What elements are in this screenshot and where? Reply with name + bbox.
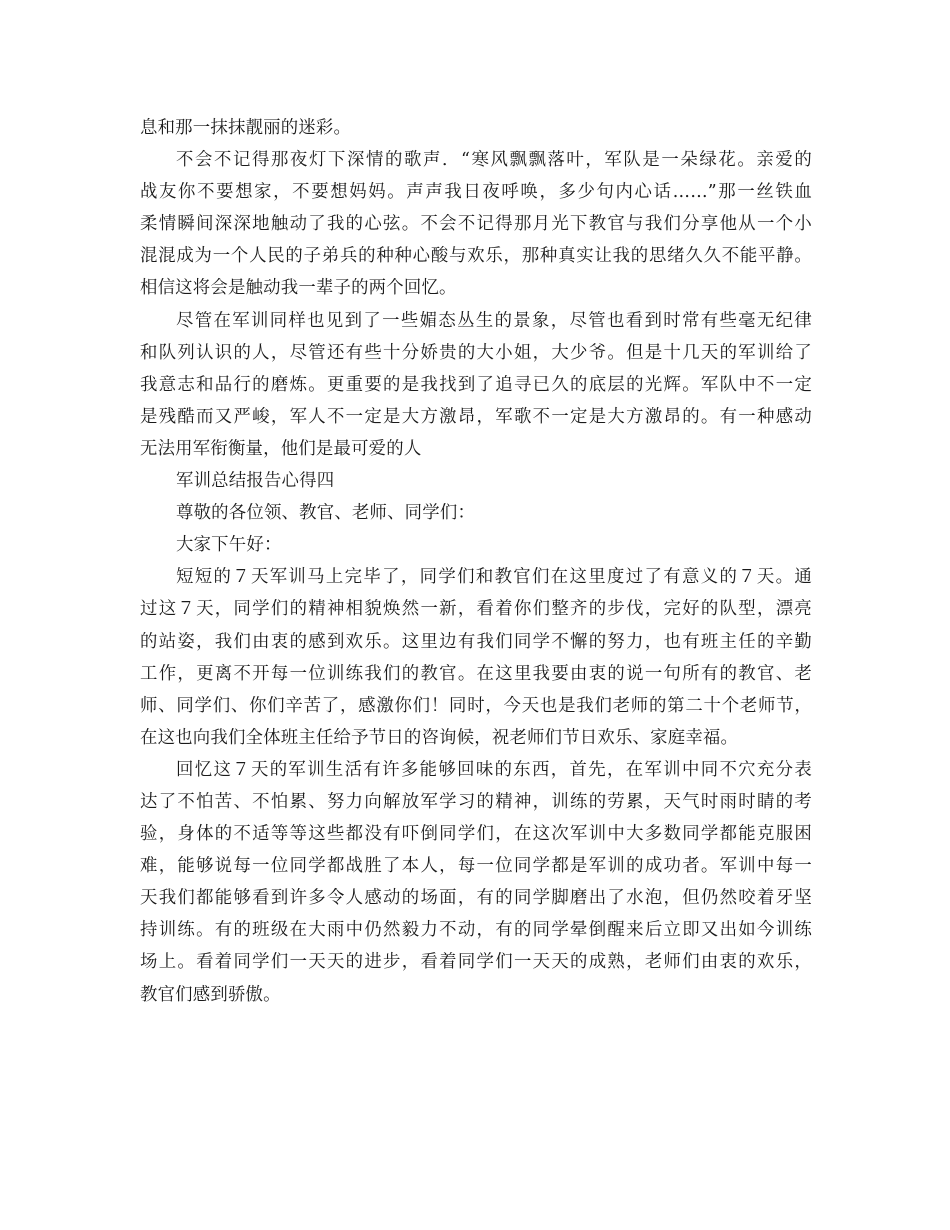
paragraph-line: 尽管在军训同样也见到了一些媚态丛生的景象，尽管也看到时常有些毫无纪律 xyxy=(176,310,812,331)
paragraph-line: 我意志和品行的磨炼。更重要的是我找到了追寻已久的底层的光辉。军队中不一定 xyxy=(140,374,812,395)
paragraph-line: 战友你不要想家，不要想妈妈。声声我日夜呼唤，多少句内心话……”那一丝铁血 xyxy=(140,182,812,203)
paragraph-line: 难，能够说每一位同学都战胜了本人，每一位同学都是军训的成功者。军训中每一 xyxy=(140,856,812,877)
paragraph-line: 息和那一抹抹靓丽的迷彩。 xyxy=(140,118,352,138)
paragraph-line: 持训练。有的班级在大雨中仍然毅力不动，有的同学晕倒醒来后立即又出如今训练 xyxy=(140,920,812,941)
document-body xyxy=(140,112,812,1011)
paragraph-line: 验，身体的不适等等这些都没有吓倒同学们，在这次军训中大多数同学都能克服困 xyxy=(140,824,812,845)
paragraph-line: 在这也向我们全体班主任给予节日的咨询候，祝老师们节日欢乐、家庭幸福。 xyxy=(140,727,739,748)
paragraph-line: 和队列认识的人，尽管还有些十分娇贵的大小姐，大少爷。但是十几天的军训给了 xyxy=(140,342,812,363)
paragraph-line: 的站姿，我们由衷的感到欢乐。这里边有我们同学不懈的努力，也有班主任的辛勤 xyxy=(140,631,812,652)
paragraph-line: 混混成为一个人民的子弟兵的种种心酸与欢乐，那种真实让我的思绪久久不能平静。 xyxy=(140,246,812,267)
paragraph-line: 短短的７天军训马上完毕了，同学们和教官们在这里度过了有意义的７天。通 xyxy=(176,567,812,588)
paragraph-line: 场上。看着同学们一天天的进步，看着同学们一天天的成熟，老师们由衷的欢乐， xyxy=(140,952,812,973)
section-heading: 军训总结报告心得四 xyxy=(176,471,335,492)
paragraph-line: 过这７天，同学们的精神相貌焕然一新，看着你们整齐的步伐，完好的队型，漂亮 xyxy=(140,599,812,620)
paragraph-line: 工作，更离不开每一位训练我们的教官。在这里我要由衷的说一句所有的教官、老 xyxy=(140,663,812,684)
paragraph-line: 无法用军衔衡量，他们是最可爱的人 xyxy=(140,438,422,459)
paragraph-line: 教官们感到骄傲。 xyxy=(140,984,281,1005)
paragraph-line: 是残酷而又严峻，军人不一定是大方激昂，军歌不一定是大方激昂的。有一种感动 xyxy=(140,406,812,427)
paragraph-line: 柔情瞬间深深地触动了我的心弦。不会不记得那月光下教官与我们分享他从一个小 xyxy=(140,214,812,235)
paragraph-line: 不会不记得那夜灯下深情的歌声．“寒风飘飘落叶，军队是一朵绿花。亲爱的 xyxy=(176,150,812,171)
salutation: 尊敬的各位领、教官、老师、同学们： xyxy=(176,503,476,524)
paragraph-line: 达了不怕苦、不怕累、努力向解放军学习的精神，训练的劳累，天气时雨时睛的考 xyxy=(140,791,812,812)
greeting: 大家下午好： xyxy=(176,535,282,556)
paragraph-line: 回忆这７天的军训生活有许多能够回味的东西，首先，在军训中同不穴充分表 xyxy=(176,759,812,780)
paragraph-line: 天我们都能够看到许多令人感动的场面，有的同学脚磨出了水泡，但仍然咬着牙坚 xyxy=(140,888,812,909)
paragraph-line: 师、同学们、你们辛苦了，感激你们！同时，今天也是我们老师的第二十个老师节， xyxy=(140,695,812,716)
paragraph-line: 相信这将会是触动我一辈子的两个回忆。 xyxy=(140,278,457,299)
